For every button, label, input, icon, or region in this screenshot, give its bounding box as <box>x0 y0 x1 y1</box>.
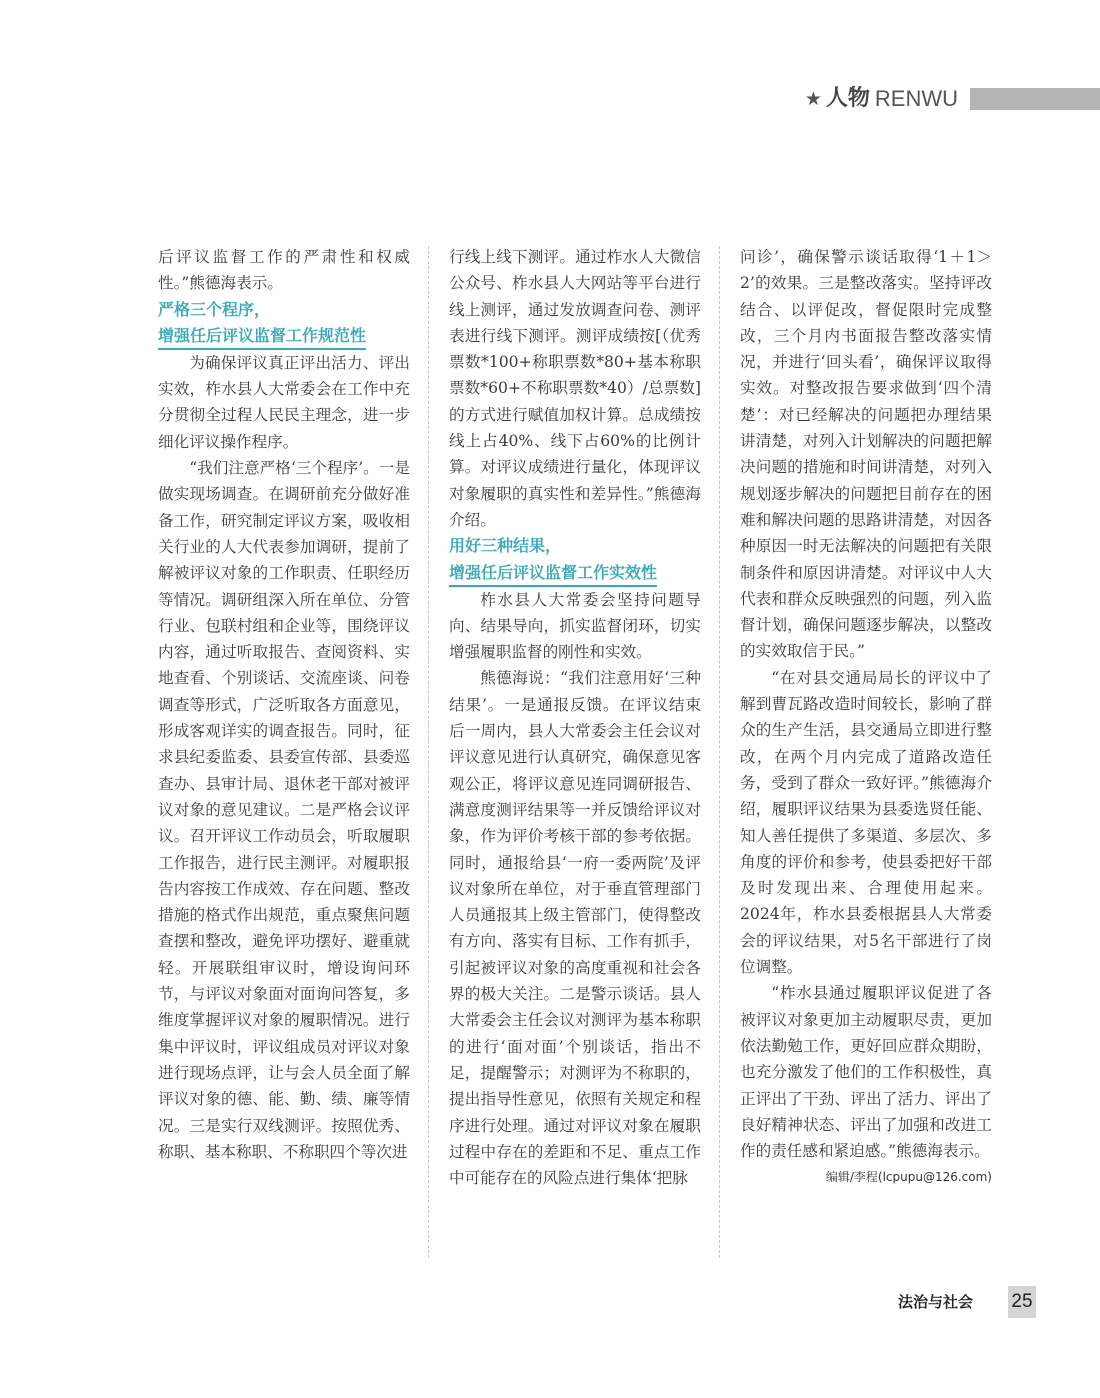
article-column-3 <box>740 244 992 1186</box>
paragraph: “在对县交通局局长的评议中了解到曹瓦路改造时间较长，影响了群众的生产生活，县交通局立即进行整改，在两个月内完成了道路改造任务，受到了群众一致好评。”熊德海介绍，履职评议结果为县委选贤任能、知人善任提供了多渠道、多层次、多角度的评价和参考，使县委把好干部及时发现出来、合理使用起来。2024年，柞水县委根据县人大常委会的评议结果，对5名干部进行了岗位调整。 <box>740 668 992 977</box>
section-header <box>805 84 1100 114</box>
paragraph: 后评议监督工作的严肃性和权威性。”熊德海表示。 <box>158 248 410 293</box>
column-divider <box>719 246 720 1258</box>
header-bar <box>970 88 1100 110</box>
paragraph: 柞水县人大常委会坚持问题导向、结果导向，抓实监督闭环，切实增强履职监督的刚性和实效。 <box>449 590 701 662</box>
editor-credit: 编辑/李程(lcpupu@126.com) <box>825 1170 992 1185</box>
column-divider <box>428 246 429 1258</box>
paragraph: “柞水县通过履职评议促进了各被评议对象更加主动履职尽责，更加依法勤勉工作，更好回应群众期盼，也充分激发了他们的工作积极性，真正评出了干劲、评出了活力、评出了良好精神状态、评出了加强和改进工作的责任感和紧迫感。”熊德海表示。 <box>740 984 992 1161</box>
paragraph: 问诊’，确保警示谈话取得‘1＋1＞2’的效果。三是整改落实。坚持评改结合、以评促改，督促限时完成整改，三个月内书面报告整改落实情况，并进行‘回头看’，确保评议取得实效。对整改报告要求做到‘四个清楚’：对已经解决的问题把办理结果讲清楚，对列入计划解决的问题把解决问题的措施和时间讲清楚，对列入规划逐步解决的问题把目前存在的困难和解决问题的思路讲清楚，对因各种原因一时无法解决的问题把有关限制条件和原因讲清楚。对评议中人大代表和群众反映强烈的问题，列入监督计划，确保问题逐步解决，以整改的实效取信于民。” <box>740 248 992 661</box>
page-number: 25 <box>1008 1286 1036 1318</box>
subheading-line-2: 增强任后评议监督工作实效性 <box>449 561 657 587</box>
paragraph: “我们注意严格‘三个程序’。一是做实现场调查。在调研前充分做好准备工作，研究制定评议方案，吸收相关行业的人大代表参加调研，提前了解被评议对象的工作职责、任职经历等情况。调研组深入所在单位、分管行业、包联村组和企业等，围绕评议内容，通过听取报告、查阅资料、实地查看、个别谈话、交流座谈、问卷调查等形式，广泛听取各方面意见，形成客观详实的调查报告。同时，征求县纪委监委、县委宣传部、县委巡查办、县审计局、退休老干部对被评议对象的意见建议。二是严格会议评议。召开评议工作动员会，听取履职工作报告，进行民主测评。对履职报告内容按工作成效、存在问题、整改措施的格式作出规范，重点聚焦问题查摆和整改，避免评功摆好、避重就轻。开展联组审议时，增设询问环节，与评议对象面对面询问答复，多维度掌握评议对象的履职情况。进行集中评议时，评议组成员对评议对象进行现场点评，让与会人员全面了解评议对象的德、能、勤、绩、廉等情况。三是实行双线测评。按照优秀、称职、基本称职、不称职四个等次进 <box>158 459 410 1161</box>
paragraph: 为确保评议真正评出活力、评出实效，柞水县人大常委会在工作中充分贯彻全过程人民民主理念，进一步细化评议操作程序。 <box>158 353 410 451</box>
star-icon: ★ <box>804 88 822 110</box>
article-column-2 <box>449 244 701 1191</box>
subheading-line-1: 严格三个程序， <box>158 299 271 319</box>
subheading <box>449 533 701 586</box>
article-column-1 <box>158 244 410 1165</box>
paragraph: 熊德海说：“我们注意用好‘三种结果’。一是通报反馈。在评议结束后一周内，县人大常委会主任会议对评议意见进行认真研究，确保意见客观公正，将评议意见连同调研报告、满意度测评结果等一并反馈给评议对象，作为评价考核干部的参考依据。同时，通报给县‘一府一委两院’及评议对象所在单位，对于垂直管理部门人员通报其上级主管部门，使得整改有方向、落实有目标、工作有抓手，引起被评议对象的高度重视和社会各界的极大关注。二是警示谈话。县人大常委会主任会议对测评为基本称职的进行‘面对面’个别谈话，指出不足，提醒警示；对测评为不称职的，提出指导性意见，依照有关规定和程序进行处理。通过对评议对象在履职过程中存在的差距和不足、重点工作中可能存在的风险点进行集体‘把脉 <box>449 669 701 1188</box>
subheading <box>158 297 410 350</box>
paragraph: 行线上线下测评。通过柞水人大微信公众号、柞水县人大网站等平台进行线上测评，通过发放调查问卷、测评表进行线下测评。测评成绩按[（优秀票数*100+称职票数*80+基本称职票数*60+不称职票数*40）/总票数]的方式进行赋值加权计算。总成绩按线上占40%、线下占60%的比例计算。对评议成绩进行量化，体现评议对象履职的真实性和差异性。”熊德海介绍。 <box>449 248 701 529</box>
subheading-line-2: 增强任后评议监督工作规范性 <box>158 324 366 350</box>
section-title-en: RENWU <box>874 86 958 111</box>
magazine-name: 法治与社会 <box>898 1293 974 1311</box>
subheading-line-1: 用好三种结果， <box>449 536 562 556</box>
section-title-cn: 人物 <box>825 86 870 111</box>
